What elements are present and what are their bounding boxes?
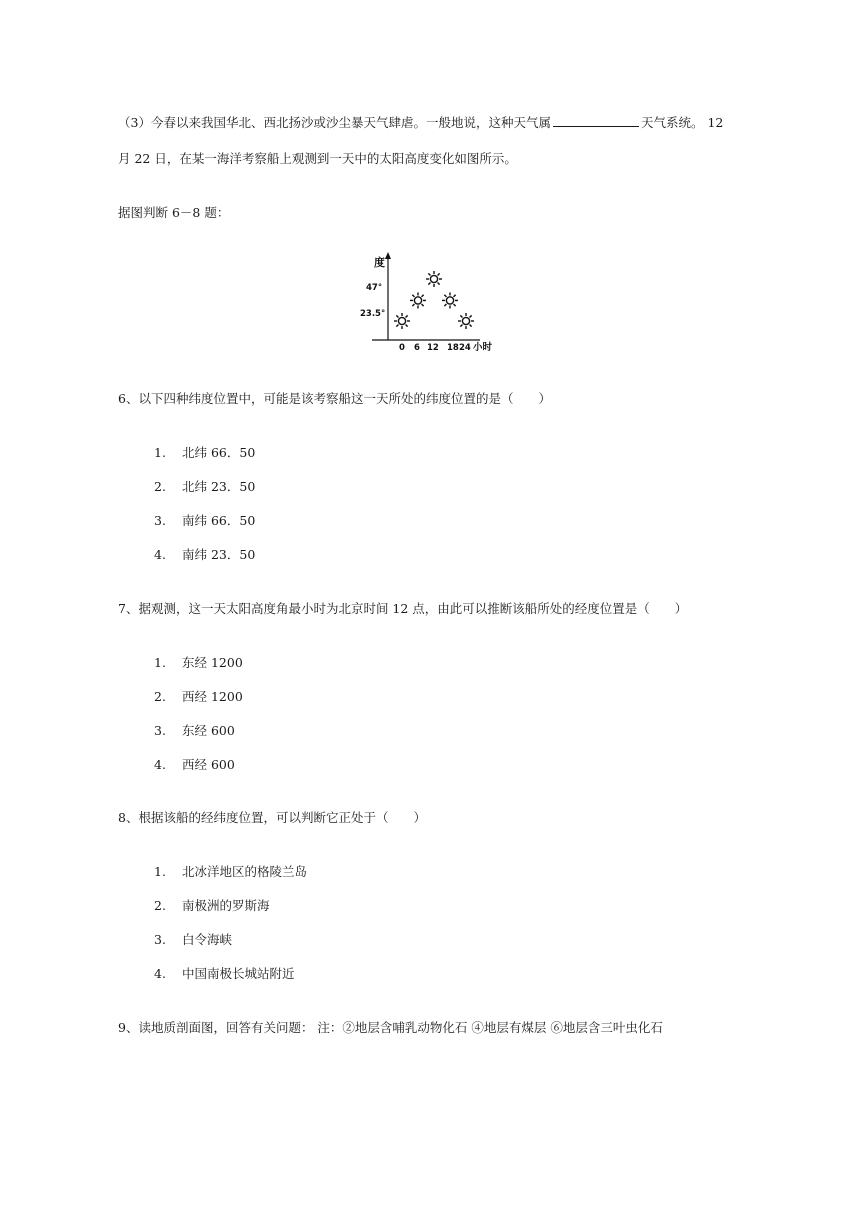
intro-line-1-b: 天气系统。 12 — [640, 115, 724, 130]
intro-line-3: 据图判断 6－8 题： — [118, 205, 230, 220]
q7-option-3: 3. 东经 600 — [154, 723, 235, 738]
x-tick-0: 0 — [399, 343, 405, 353]
x-tick-24: 24 — [459, 343, 471, 353]
sun-icon — [426, 271, 442, 287]
intro-line-1-a: （3）今春以来我国华北、西北扬沙或沙尘暴天气肆虐。一般地说，这种天气属 — [118, 115, 551, 130]
q6-option-2: 2. 北纬 23．50 — [154, 479, 256, 494]
x-tick-12: 12 — [427, 343, 439, 353]
q8-option-3: 3. 白令海峡 — [154, 932, 233, 947]
y-tick-23.5: 23.5° — [360, 309, 386, 319]
x-axis-label: 小时 — [473, 342, 493, 353]
q6-option-4: 4. 南纬 23．50 — [154, 547, 256, 562]
sun-markers — [394, 271, 474, 329]
sun-icon — [458, 313, 474, 329]
q7-option-1: 1. 东经 1200 — [154, 655, 243, 670]
q6-option-3: 3. 南纬 66．50 — [154, 513, 256, 528]
q7-option-4: 4. 西经 600 — [154, 757, 235, 772]
q7-option-2: 2. 西经 1200 — [154, 689, 243, 704]
x-tick-6: 6 — [414, 343, 420, 353]
q6-option-1: 1. 北纬 66．50 — [154, 445, 256, 460]
sun-icon — [394, 313, 410, 329]
y-axis-arrow — [385, 252, 391, 259]
y-tick-47: 47° — [366, 283, 383, 293]
question-8-text: 8、根据该船的经纬度位置，可以判断它正处于（ ） — [118, 810, 426, 825]
intro-line-2: 月 22 日，在某一海洋考察船上观测到一天中的太阳高度变化如图所示。 — [118, 151, 517, 166]
q8-option-2: 2. 南极洲的罗斯海 — [154, 898, 270, 913]
q8-option-4: 4. 中国南极长城站附近 — [154, 966, 295, 981]
sun-altitude-chart — [360, 248, 510, 356]
sun-altitude-figure — [360, 248, 510, 356]
question-9-text: 9、读地质剖面图，回答有关问题： 注：②地层含哺乳动物化石 ④地层有煤层 ⑥地层含三叶虫化石 — [118, 1020, 663, 1035]
q8-option-1: 1. 北冰洋地区的格陵兰岛 — [154, 864, 308, 879]
sun-icon — [442, 292, 458, 308]
question-6-text: 6、以下四种纬度位置中，可能是该考察船这一天所处的纬度位置的是（ ） — [118, 391, 551, 406]
question-7-text: 7、据观测，这一天太阳高度角最小时为北京时间 12 点，由此可以推断该船所处的经度位置是（ ） — [118, 601, 688, 616]
x-tick-18: 18 — [447, 343, 459, 353]
answer-blank — [553, 114, 639, 127]
intro-line-1 — [118, 113, 723, 131]
sun-icon — [410, 292, 426, 308]
y-axis-label: 度 — [374, 256, 385, 269]
